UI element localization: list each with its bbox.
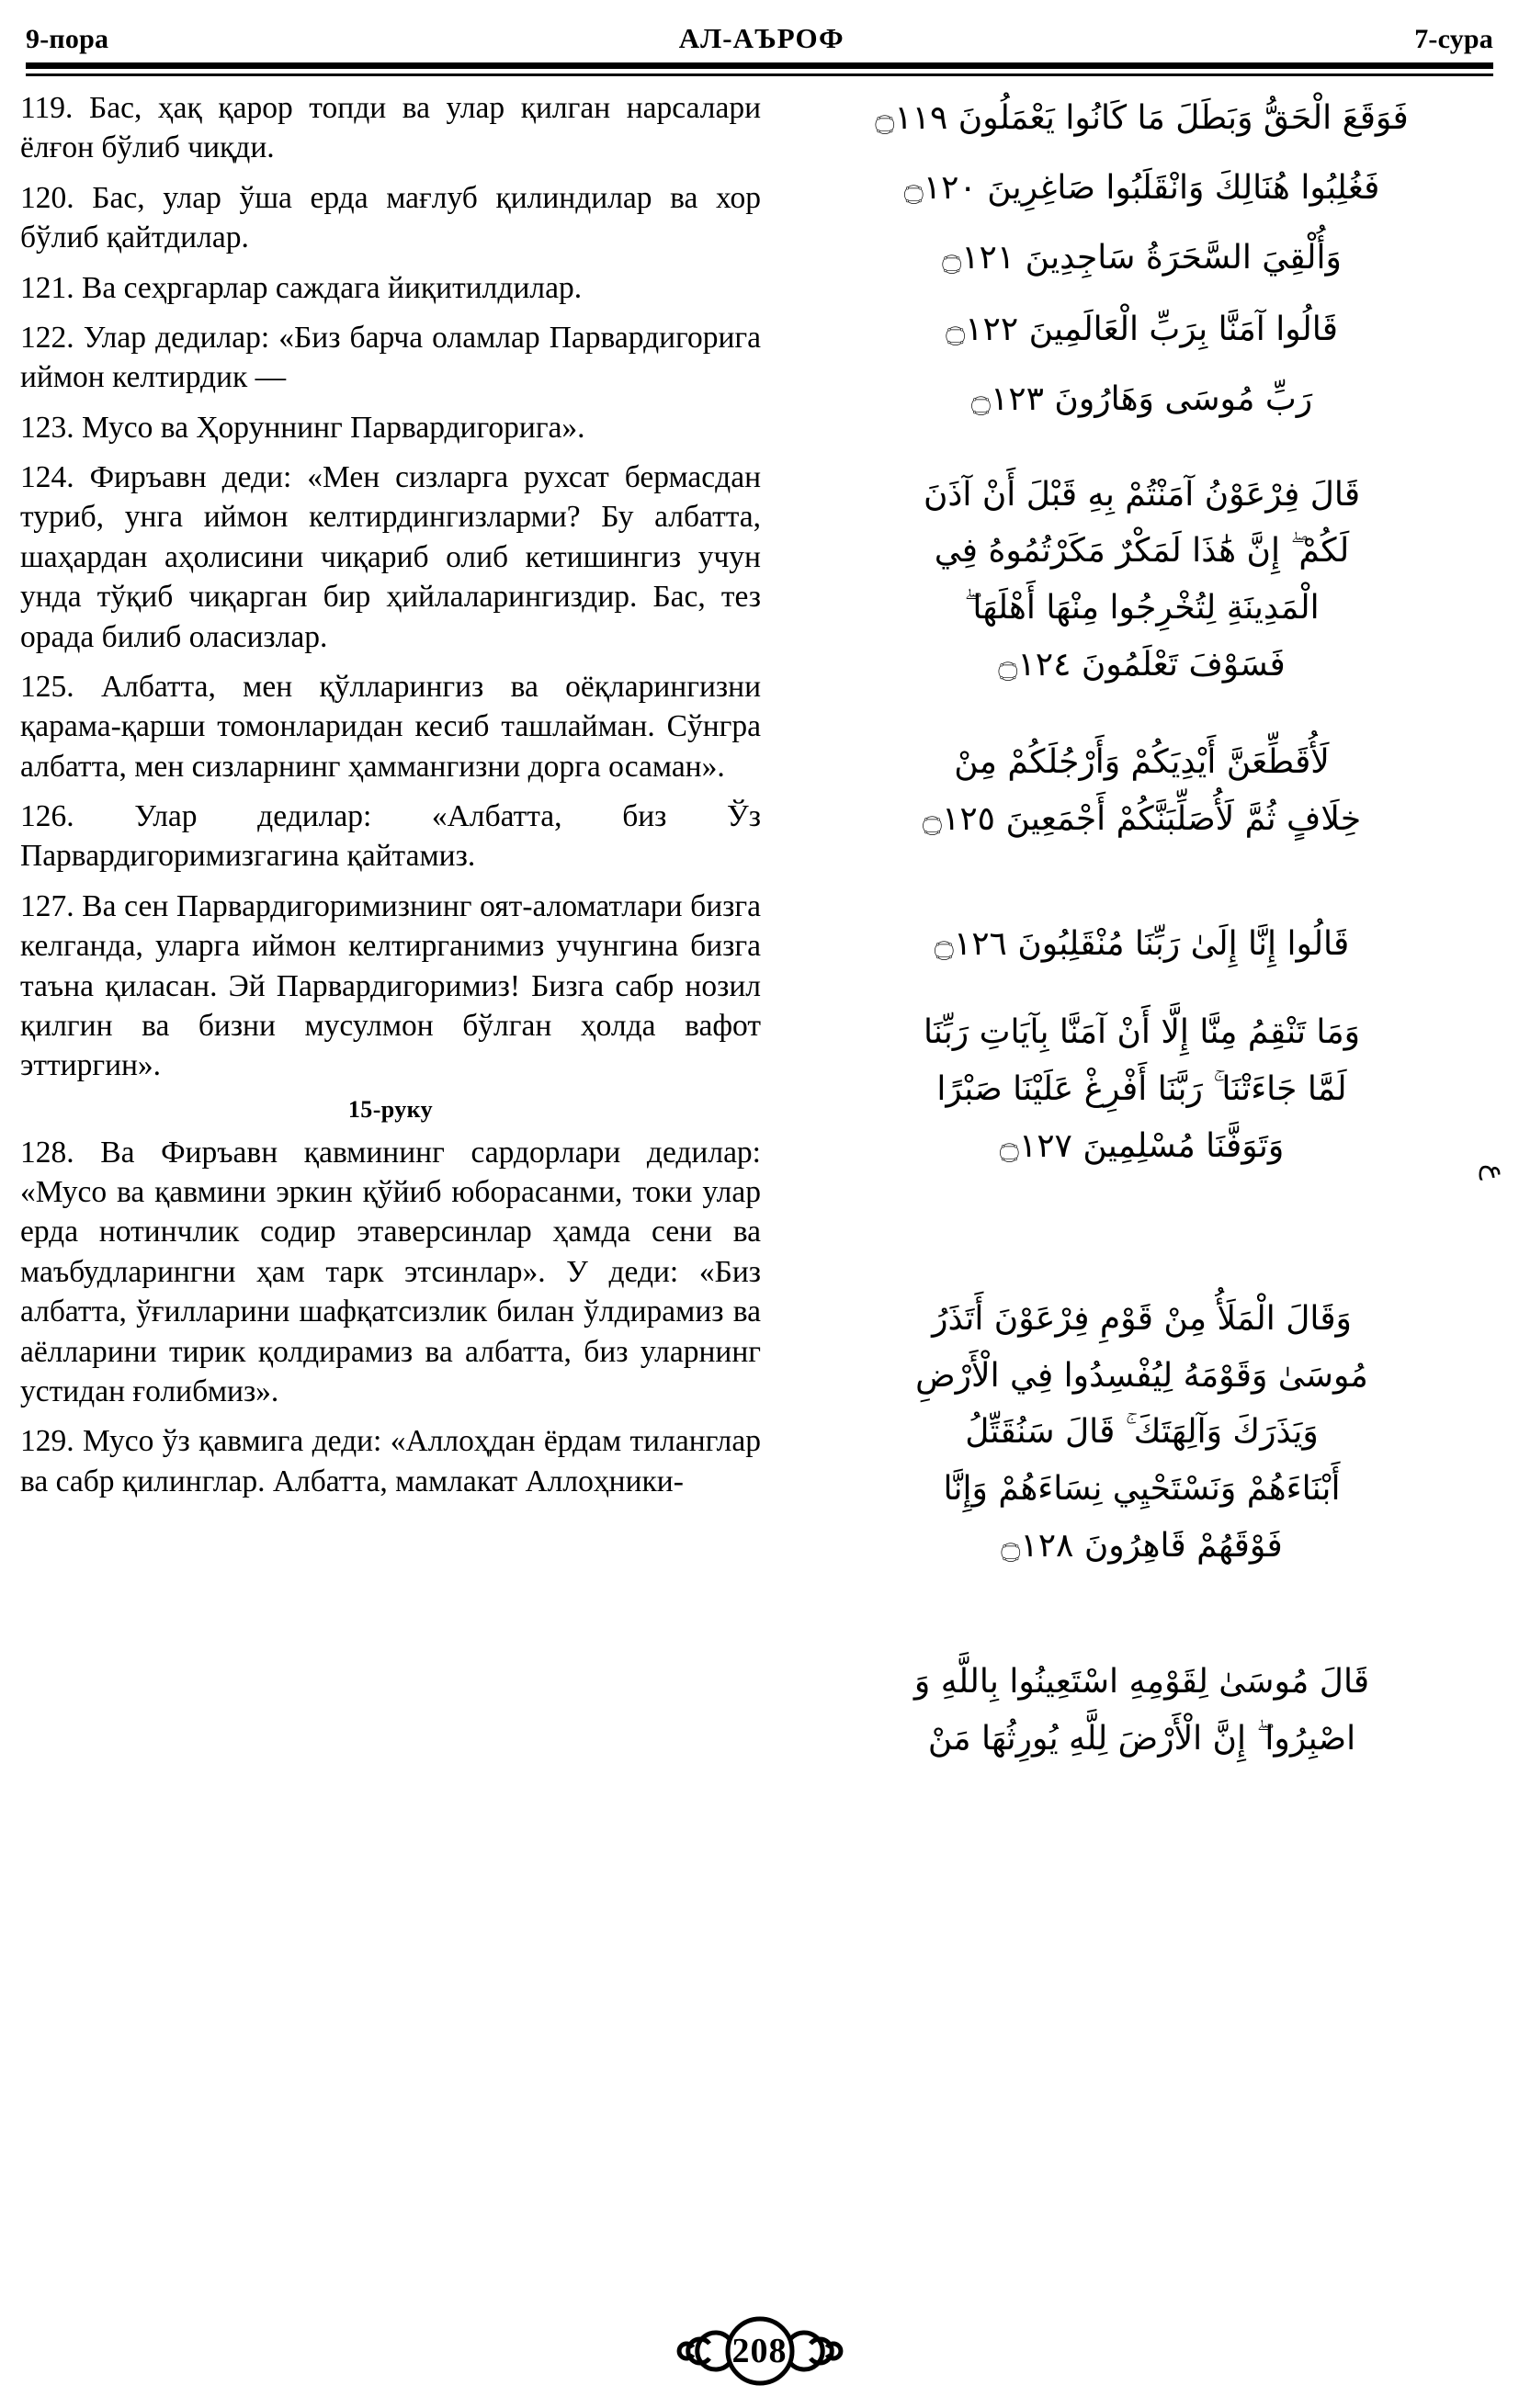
arabic-line: فَوْقَهُمْ قَاهِرُونَ ۝١٢٨	[1001, 1527, 1283, 1566]
verse-120	[20, 178, 761, 258]
verse-127	[20, 887, 761, 1086]
verse-text-125: Албатта, мен қўлларингиз ва оёқларингизни қарама-қарши томонларидан кесиб ташлайман. Сўнгра албатта, мен сизларнинг ҳаммангизни дорга осаман».	[20, 669, 761, 784]
arabic-ayah-119	[781, 90, 1502, 147]
arabic-line: وَقَالَ الْمَلَأُ مِنْ قَوْمِ فِرْعَوْنَ أَتَذَرُ	[932, 1299, 1352, 1338]
verse-text-121: Ва сеҳргарлар саждага йиқитилдилар.	[82, 270, 583, 305]
verse-125	[20, 667, 761, 786]
arabic-line: لَمَّا جَاءَتْنَا ۚ رَبَّنَا أَفْرِغْ عَلَيْنَا صَبْرًا	[936, 1069, 1347, 1108]
arabic-line: قَالَ مُوسَىٰ لِقَوْمِهِ اسْتَعِينُوا بِاللَّهِ وَ	[913, 1663, 1370, 1701]
arabic-column	[774, 88, 1511, 2298]
verse-number-128: 128.	[20, 1135, 74, 1170]
arabic-ayah-124	[781, 467, 1502, 695]
verse-128	[20, 1133, 761, 1412]
arabic-line: اصْبِرُوا ۖ إِنَّ الْأَرْضَ لِلَّهِ يُورِثُهَا مَنْ	[927, 1720, 1356, 1758]
verse-number-124: 124.	[20, 460, 74, 494]
verse-number-125: 125.	[20, 669, 74, 704]
folio-cartouche	[654, 2309, 866, 2393]
verse-text-123: Мусо ва Ҳоруннинг Парвардигорига».	[82, 410, 585, 445]
header-rule-thick	[26, 62, 1493, 69]
verse-126	[20, 797, 761, 876]
verse-text-120: Бас, улар ўша ерда мағлуб қилиндилар ва хор бўлиб қайтдилар.	[20, 180, 762, 255]
ruku-divider-label: 15-руку	[347, 1095, 434, 1123]
arabic-ayah-123	[781, 371, 1502, 428]
verse-122	[20, 318, 761, 398]
verse-text-122: Улар дедилар: «Биз барча оламлар Парвардигорига иймон келтирдик —	[20, 320, 761, 395]
arabic-line: خِلَافٍ ثُمَّ لَأُصَلِّبَنَّكُمْ أَجْمَعِينَ ۝١٢٥	[922, 800, 1362, 839]
verse-121	[20, 268, 761, 308]
verse-text-128: Ва Фиръавн қавмининг сардорлари дедилар: «Мусо ва қавмини эркин қўйиб юборасанми, токи улар ерда нотинчлик содир этаверсинлар ҳамда сени ва маъбудларингни ҳам тарк этсинлар». У деди: «Биз албатта, ўғилларини шафқатсизлик билан ўлдирамиз ва аёлларини тирик қолдирамиз ва албатта, биз уларнинг устидан ғолибмиз».	[20, 1135, 761, 1408]
arabic-line: رَبِّ مُوسَى وَهَارُونَ ۝١٢٣	[970, 379, 1313, 418]
arabic-line: وَيَذَرَكَ وَآلِهَتَكَ ۚ قَالَ سَنُقَتِّلُ	[965, 1413, 1319, 1452]
arabic-line: وَأُلْقِيَ السَّحَرَةُ سَاجِدِينَ ۝١٢١	[942, 238, 1342, 277]
arabic-ayah-127	[781, 1004, 1511, 1181]
arabic-line: قَالَ فِرْعَوْنُ آمَنْتُمْ بِهِ قَبْلَ أَنْ آذَنَ	[923, 475, 1361, 514]
arabic-ayah-128	[781, 1291, 1502, 1576]
header-juz-label: 9-пора	[26, 24, 109, 54]
verse-number-119: 119.	[20, 91, 74, 125]
arabic-ayah-129	[781, 1654, 1502, 1768]
verse-124	[20, 458, 761, 657]
arabic-line: لَأُقَطِّعَنَّ أَيْدِيَكُمْ وَأَرْجُلَكُمْ مِنْ	[954, 743, 1330, 782]
running-header	[26, 13, 1493, 70]
arabic-line: فَغُلِبُوا هُنَالِكَ وَانْقَلَبُوا صَاغِرِينَ ۝١٢٠	[903, 168, 1380, 207]
verse-number-129: 129.	[20, 1424, 74, 1459]
verse-number-120: 120.	[20, 180, 74, 215]
verse-number-127: 127.	[20, 888, 74, 923]
header-surah-title: АЛ-АЪРОФ	[678, 22, 845, 54]
header-rule-thin	[26, 73, 1493, 76]
page-number: 208	[731, 2332, 788, 2370]
arabic-line: أَبْنَاءَهُمْ وَنَسْتَحْيِي نِسَاءَهُمْ وَإِنَّا	[943, 1470, 1341, 1509]
verse-text-126: Улар дедилар: «Албатта, биз Ўз Парвардигоримизгагина қайтамиз.	[20, 799, 761, 874]
verse-text-119: Бас, ҳақ қарор топди ва улар қилган нарсалари ёлғон бўлиб чиқди.	[20, 91, 762, 165]
arabic-ayah-125	[781, 734, 1502, 848]
verse-123	[20, 408, 761, 447]
translation-column	[20, 88, 774, 2298]
arabic-ayah-126	[781, 916, 1502, 973]
arabic-line: الْمَدِينَةِ لِتُخْرِجُوا مِنْهَا أَهْلَهَا ۖ	[964, 589, 1320, 627]
arabic-line: وَمَا تَنْقِمُ مِنَّا إِلَّا أَنْ آمَنَّا بِآيَاتِ رَبِّنَا	[923, 1012, 1361, 1051]
arabic-line: مُوسَىٰ وَقَوْمَهُ لِيُفْسِدُوا فِي الْأَرْضِ	[915, 1356, 1368, 1395]
arabic-line: فَسَوْفَ تَعْلَمُونَ ۝١٢٤	[998, 646, 1286, 684]
arabic-line: لَكُمْ ۖ إِنَّ هَٰذَا لَمَكْرٌ مَكَرْتُمُوهُ فِي	[934, 532, 1350, 571]
verse-text-127: Ва сен Парвардигоримизнинг оят-аломатлари бизга келганда, уларга иймон келтирганимиз учунгина бизга таъна қиласан. Эй Парвардигоримиз! Бизга сабр нозил қилгин ва бизни мусулмон бўлган ҳолда вафот эттиргин».	[20, 888, 761, 1083]
arabic-line: قَالُوا آمَنَّا بِرَبِّ الْعَالَمِينَ ۝١٢٢	[946, 310, 1338, 348]
arabic-line: فَوَقَعَ الْحَقُّ وَبَطَلَ مَا كَانُوا يَعْمَلُونَ ۝١١٩	[875, 99, 1409, 137]
arabic-line: وَتَوَفَّنَا مُسْلِمِينَ ۝١٢٧	[999, 1126, 1285, 1165]
header-surah-number: 7-сура	[1414, 24, 1493, 54]
verse-number-121: 121.	[20, 270, 74, 305]
verse-text-129: Мусо ўз қавмига деди: «Аллоҳдан ёрдам тиланглар ва сабр қилинглар. Албатта, мамлакат Аллоҳники-	[20, 1424, 761, 1498]
ruku-margin-marker: ع	[1479, 1163, 1511, 1181]
arabic-ayah-121	[781, 230, 1502, 287]
folio	[0, 2309, 1519, 2393]
arabic-line: قَالُوا إِنَّا إِلَىٰ رَبِّنَا مُنْقَلِبُونَ ۝١٢٦	[934, 924, 1350, 963]
arabic-ayah-120	[781, 160, 1502, 217]
verse-text-124: Фиръавн деди: «Мен сизларга рухсат бермасдан туриб, унга иймон келтирдингизларми? Бу албатта, шаҳардан аҳолисини чиқариб олиб кетишингиз учун унда тўқиб чиқарган бир ҳийлаларингиздир. Бас, тез орада билиб оласизлар.	[20, 460, 762, 654]
verse-119	[20, 88, 761, 168]
verse-number-126: 126.	[20, 799, 74, 833]
arabic-ayah-122	[781, 301, 1502, 358]
verse-129	[20, 1421, 761, 1501]
verse-number-123: 123.	[20, 410, 74, 445]
verse-number-122: 122.	[20, 320, 74, 355]
page-body	[20, 88, 1511, 2298]
